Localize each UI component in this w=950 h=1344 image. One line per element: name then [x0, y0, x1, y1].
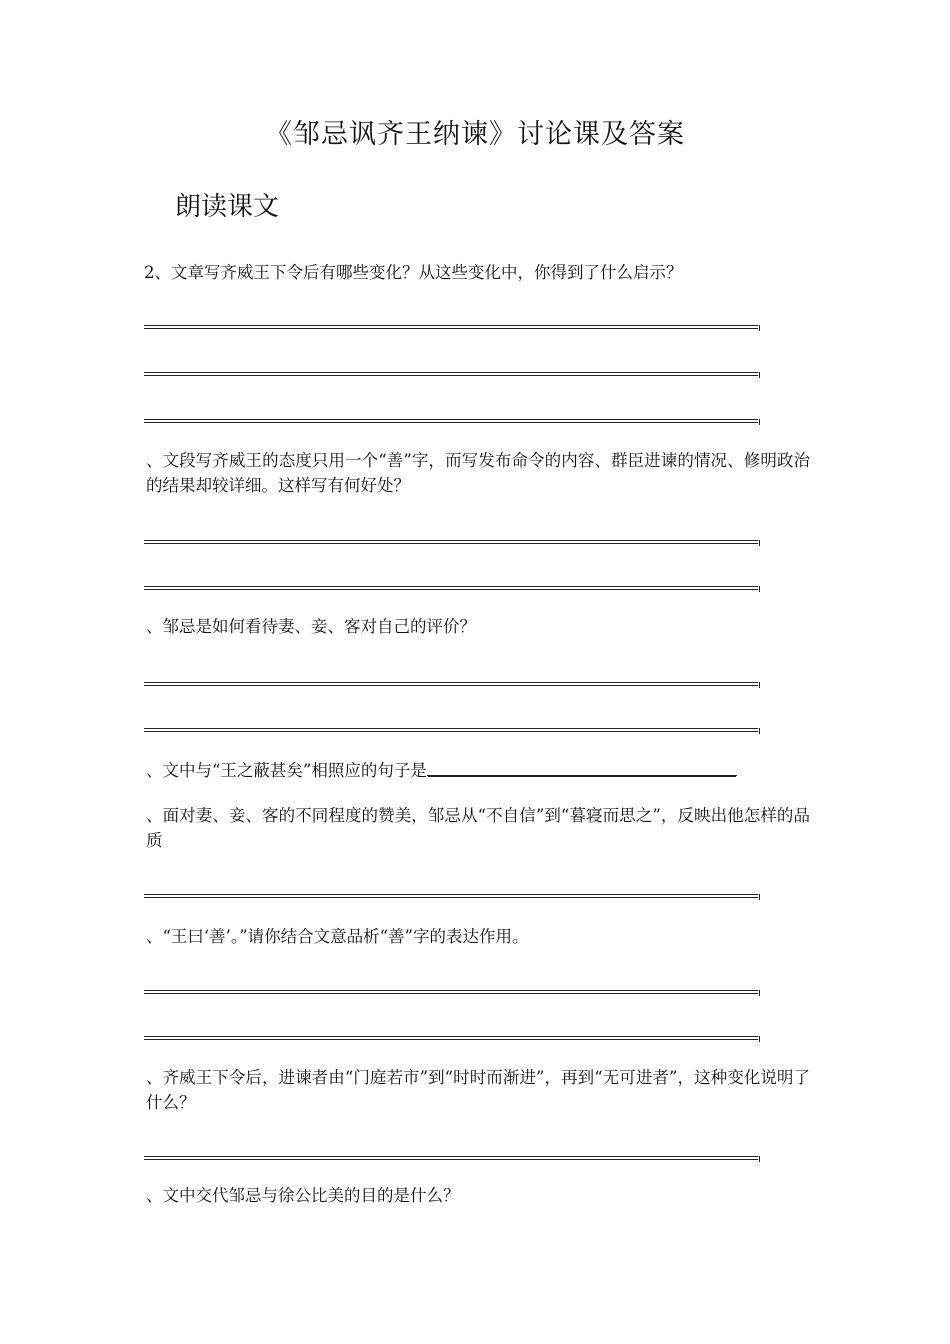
answer-line[interactable]	[144, 372, 758, 373]
question-4	[146, 757, 814, 783]
answer-line[interactable]	[144, 728, 758, 729]
question-1: 2、文章写齐威王下令后有哪些变化？从这些变化中，你得到了什么启示？	[144, 263, 683, 282]
question-7: 、齐威王下令后，进谏者由“门庭若市”到“时时而渐进”，再到“无可进者”，这种变化说明了什么？	[146, 1068, 810, 1112]
question-4-text: 、文中与“王之蔽甚矣”相照应的句子是	[146, 761, 427, 780]
answer-line[interactable]	[144, 894, 758, 895]
answer-line[interactable]	[144, 419, 758, 420]
question-2: 、文段写齐威王的态度只用一个“善”字，而写发布命令的内容、群臣进谏的情况、修明政治的结果却较详细。这样写有何好处？	[146, 451, 810, 495]
answer-line[interactable]	[144, 586, 758, 587]
answer-line[interactable]	[144, 1036, 758, 1037]
question-6: 、“王曰‘善’。”请你结合文意品析“善”字的表达作用。	[146, 927, 529, 946]
page-title: 《邹忌讽齐王纳谏》讨论课及答案	[265, 119, 685, 150]
answer-line[interactable]	[144, 1156, 758, 1157]
question-3: 、邹忌是如何看待妻、妾、客对自己的评价？	[146, 617, 476, 636]
question-5: 、面对妻、妾、客的不同程度的赞美，邹忌从“不自信”到“暮寝而思之”，反映出他怎样的品质	[146, 806, 810, 850]
answer-line[interactable]	[144, 682, 758, 683]
answer-line[interactable]	[144, 990, 758, 991]
question-8: 、文中交代邹忌与徐公比美的目的是什么？	[146, 1186, 460, 1205]
answer-line[interactable]	[144, 325, 758, 326]
answer-line[interactable]	[144, 540, 758, 541]
fill-in-blank[interactable]	[427, 757, 737, 776]
section-heading: 朗读课文	[175, 192, 280, 222]
